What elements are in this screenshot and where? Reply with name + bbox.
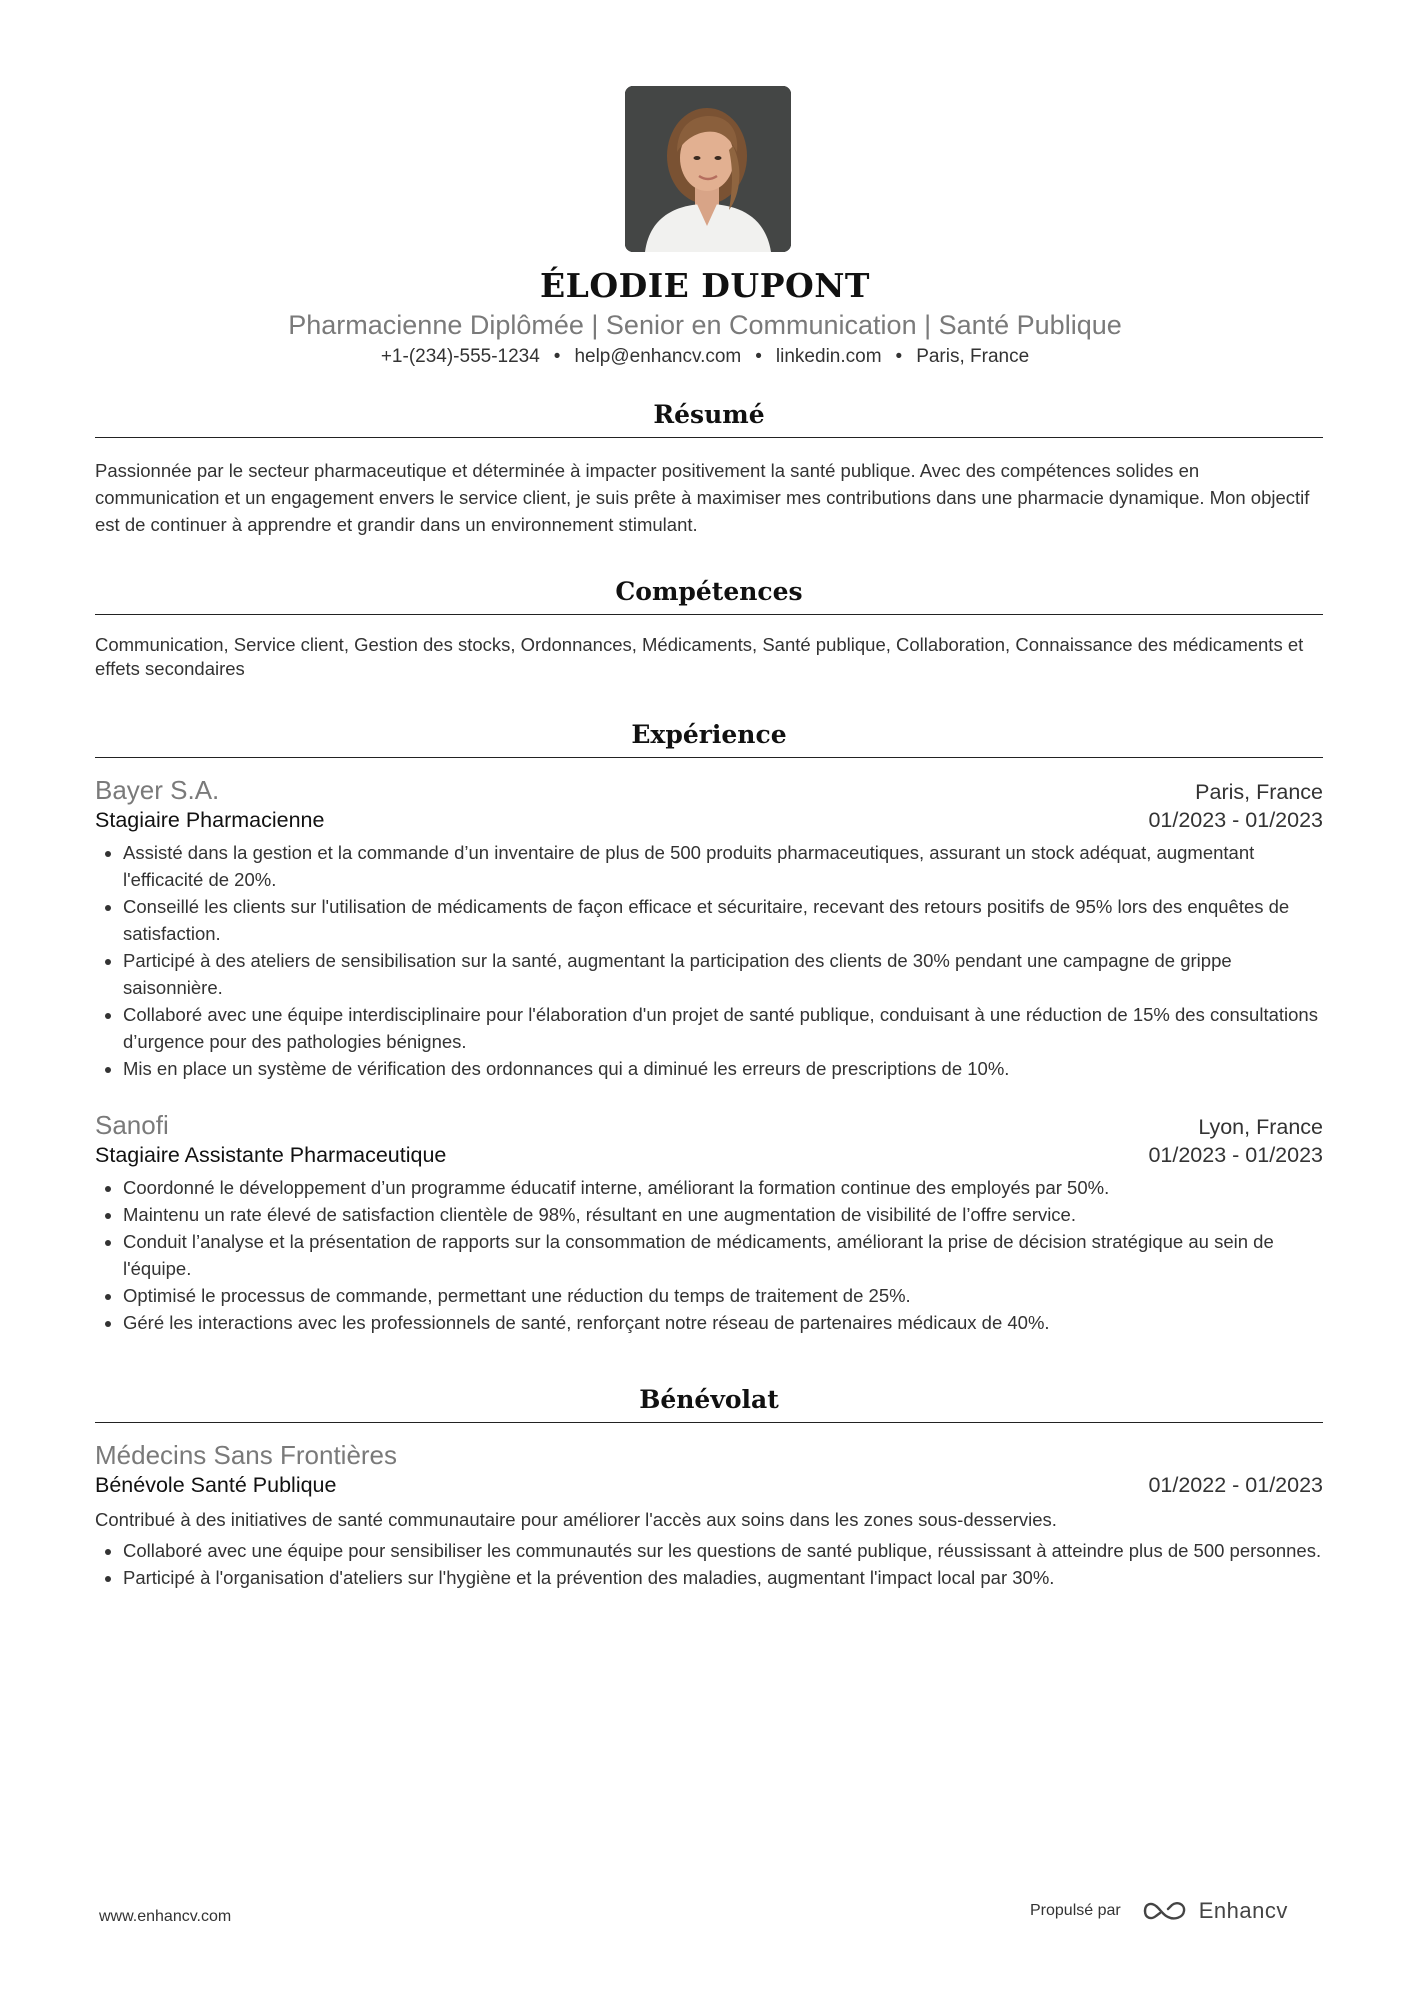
list-item: • Mis en place un système de vérification des ordonnances qui a diminué les erreurs de prescriptions de 10%. <box>123 1055 1323 1082</box>
resume-text: Passionnée par le secteur pharmaceutique et déterminée à impacter positivement la santé publique. Avec des compétences solides en communication et un engagement envers le service client, je suis prête à maximiser mes contributions dans une pharmacie dynamique. Mon objectif est de continuer à apprendre et grandir dans un environnement stimulant. <box>95 460 1310 535</box>
enhancv-logo-icon <box>1141 1898 1189 1924</box>
job-title: Stagiaire Assistante Pharmaceutique <box>95 1143 447 1167</box>
section-title-experience: Expérience <box>95 720 1323 758</box>
profile-photo <box>625 86 791 252</box>
contact-line <box>0 346 1410 368</box>
volunteer-description: Contribué à des initiatives de santé communautaire pour améliorer l'accès aux soins dans les zones sous-desservies. <box>95 1509 1057 1530</box>
bullet-list <box>95 1537 1323 1591</box>
list-item: • Conseillé les clients sur l'utilisation de médicaments de façon efficace et sécuritaire, recevant des retours positifs de 95% lors des enquêtes de satisfaction. <box>123 893 1323 947</box>
section-title-skills: Compétences <box>95 577 1323 615</box>
job-title: Stagiaire Pharmacienne <box>95 808 325 832</box>
job-dates: 01/2023 - 01/2023 <box>1148 1143 1323 1167</box>
contact-location: Paris, France <box>916 346 1030 367</box>
list-item: • Coordonné le développement d’un programme éducatif interne, améliorant la formation continue des employés par 50%. <box>123 1174 1323 1201</box>
job-location: Lyon, France <box>1198 1115 1323 1139</box>
skills-text: Communication, Service client, Gestion des stocks, Ordonnances, Médicaments, Santé publique, Collaboration, Connaissance des médicaments et effets secondaires <box>95 634 1304 679</box>
volunteer-dates: 01/2022 - 01/2023 <box>1148 1473 1323 1497</box>
company-name: Sanofi <box>95 1110 169 1140</box>
contact-email[interactable]: help@enhancv.com <box>574 346 742 367</box>
list-item: • Collaboré avec une équipe pour sensibiliser les communautés sur les questions de santé publique, réussissant à atteindre plus de 500 personnes. <box>123 1537 1323 1564</box>
section-title-volunteer: Bénévolat <box>95 1385 1323 1423</box>
experience-entry <box>95 1110 1323 1336</box>
contact-linkedin[interactable]: linkedin.com <box>775 346 882 367</box>
company-name: Bayer S.A. <box>95 775 220 805</box>
organization-name: Médecins Sans Frontières <box>95 1440 398 1470</box>
list-item: • Géré les interactions avec les professionnels de santé, renforçant notre réseau de partenaires médicaux de 40%. <box>123 1309 1323 1336</box>
separator-dot: • <box>755 346 762 367</box>
list-item: • Participé à l'organisation d'ateliers sur l'hygiène et la prévention des maladies, augmentant l'impact local par 30%. <box>123 1564 1323 1591</box>
volunteer-entry <box>95 1440 1323 1591</box>
section-title-resume: Résumé <box>95 400 1323 438</box>
headline: Pharmacienne Diplômée | Senior en Communication | Santé Publique <box>288 310 1122 340</box>
list-item: • Assisté dans la gestion et la commande d’un inventaire de plus de 500 produits pharmaceutiques, assurant un stock adéquat, augmentant l'efficacité de 20%. <box>123 839 1323 893</box>
contact-phone[interactable]: +1-(234)-555-1234 <box>380 346 540 367</box>
footer-branding[interactable] <box>1030 1898 1288 1924</box>
candidate-name: ÉLODIE DUPONT <box>540 266 870 305</box>
bullet-list <box>95 1174 1323 1336</box>
list-item: • Collaboré avec une équipe interdisciplinaire pour l'élaboration d'un projet de santé publique, conduisant à une réduction de 15% des consultations d’urgence pour des pathologies bénignes. <box>123 1001 1323 1055</box>
powered-by-label: Propulsé par <box>1030 1902 1121 1919</box>
separator-dot: • <box>895 346 903 367</box>
job-dates: 01/2023 - 01/2023 <box>1148 808 1323 832</box>
bullet-list <box>95 839 1323 1082</box>
footer-website-link[interactable]: www.enhancv.com <box>99 1908 232 1925</box>
separator-dot: • <box>553 346 561 367</box>
job-location: Paris, France <box>1195 780 1323 804</box>
volunteer-role: Bénévole Santé Publique <box>95 1473 337 1497</box>
list-item: • Optimisé le processus de commande, permettant une réduction du temps de traitement de 25%. <box>123 1282 1323 1309</box>
list-item: • Conduit l’analyse et la présentation de rapports sur la consommation de médicaments, améliorant la prise de décision stratégique au sein de l'équipe. <box>123 1228 1323 1282</box>
brand-name: Enhancv <box>1198 1898 1288 1923</box>
list-item: • Maintenu un rate élevé de satisfaction clientèle de 98%, résultant en une augmentation de visibilité de l’offre service. <box>123 1201 1323 1228</box>
list-item: • Participé à des ateliers de sensibilisation sur la santé, augmentant la participation des clients de 30% pendant une campagne de grippe saisonnière. <box>123 947 1323 1001</box>
experience-entry <box>95 775 1323 1082</box>
